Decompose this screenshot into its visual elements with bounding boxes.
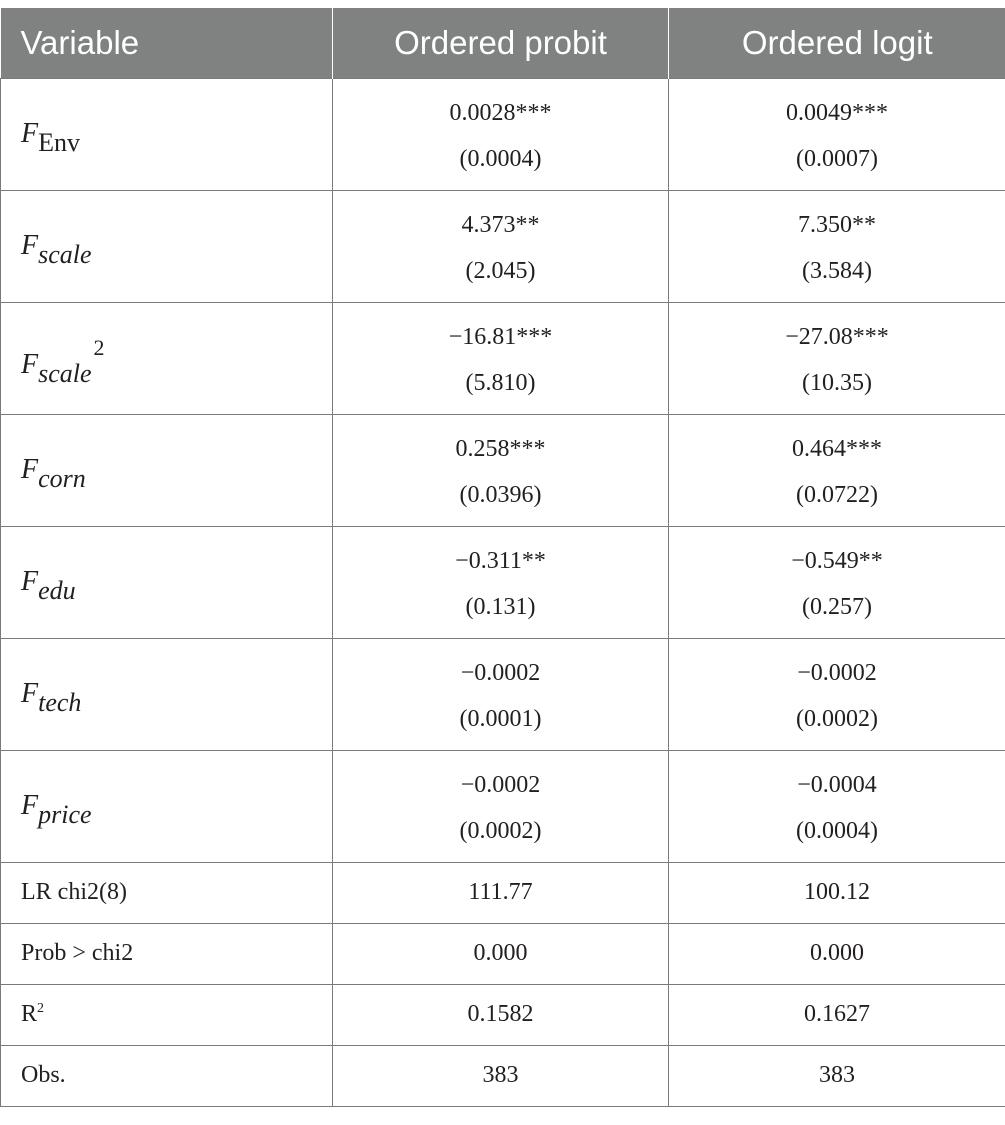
logit-coefficient: 7.350** [798, 212, 876, 238]
variable-subscript: corn [38, 464, 86, 493]
statistic-row [1, 923, 1005, 984]
logit-cell [669, 414, 1005, 526]
variable-base: F [21, 118, 39, 149]
header-variable: Variable [1, 8, 333, 78]
statistic-label: Prob > chi2 [21, 940, 134, 966]
logit-statistic: 383 [669, 1045, 1005, 1106]
statistic-label-cell [1, 1045, 333, 1106]
statistic-row [1, 862, 1005, 923]
logit-coefficient: 0.464*** [792, 436, 882, 462]
probit-cell [333, 78, 669, 190]
logit-std-error: (0.257) [802, 594, 872, 620]
variable-superscript: 2 [93, 335, 105, 360]
variable-name [21, 118, 80, 157]
variable-name [21, 678, 82, 717]
probit-statistic: 111.77 [333, 862, 669, 923]
variable-subscript: price [38, 800, 92, 829]
variable-base: F [21, 678, 39, 709]
logit-std-error: (0.0722) [796, 482, 878, 508]
logit-coefficient: −0.549** [791, 548, 883, 574]
logit-cell [669, 190, 1005, 302]
logit-std-error: (0.0007) [796, 146, 878, 172]
logit-statistic: 100.12 [669, 862, 1005, 923]
variable-base: F [21, 349, 39, 380]
probit-coefficient: 0.0028*** [449, 100, 552, 126]
statistic-label: R [21, 1001, 38, 1027]
header-ordered-probit: Ordered probit [333, 8, 669, 78]
variable-cell [1, 526, 333, 638]
coefficient-row [1, 526, 1005, 638]
probit-coefficient: 0.258*** [455, 436, 546, 462]
variable-base: F [21, 790, 39, 821]
probit-std-error: (2.045) [465, 258, 536, 284]
probit-cell [333, 302, 669, 414]
probit-coefficient: −0.311** [455, 548, 546, 574]
logit-cell [669, 526, 1005, 638]
probit-cell [333, 526, 669, 638]
regression-table [0, 8, 1005, 1107]
variable-base: F [21, 566, 39, 597]
probit-statistic: 383 [333, 1045, 669, 1106]
variable-name [21, 790, 92, 829]
coefficient-row [1, 638, 1005, 750]
variable-cell [1, 302, 333, 414]
probit-coefficient: −0.0002 [460, 772, 541, 798]
logit-std-error: (3.584) [802, 258, 872, 284]
variable-subscript: scale [38, 240, 92, 269]
probit-std-error: (0.0004) [459, 146, 542, 172]
probit-cell [333, 414, 669, 526]
probit-coefficient: −16.81*** [448, 324, 553, 350]
probit-cell [333, 638, 669, 750]
logit-std-error: (10.35) [802, 370, 872, 396]
probit-statistic: 0.1582 [333, 984, 669, 1045]
variable-name [21, 454, 86, 493]
variable-name [21, 335, 105, 388]
variable-cell [1, 190, 333, 302]
variable-subscript: edu [38, 576, 76, 605]
logit-coefficient: −27.08*** [785, 324, 889, 350]
statistic-label-cell [1, 862, 333, 923]
probit-coefficient: 4.373** [461, 212, 540, 238]
probit-std-error: (0.0002) [459, 818, 542, 844]
table-header [1, 8, 1005, 78]
statistic-superscript: 2 [37, 1001, 45, 1016]
logit-coefficient: −0.0004 [797, 772, 877, 798]
statistic-label: LR chi2(8) [21, 879, 127, 905]
statistic-row [1, 984, 1005, 1045]
logit-cell [669, 302, 1005, 414]
coefficient-row [1, 190, 1005, 302]
variable-subscript: tech [38, 688, 82, 717]
logit-cell [669, 750, 1005, 862]
probit-coefficient: −0.0002 [460, 660, 541, 686]
variable-base: F [21, 454, 39, 485]
logit-std-error: (0.0002) [796, 706, 878, 732]
variable-subscript: scale [38, 359, 92, 388]
logit-cell [669, 78, 1005, 190]
coefficient-row [1, 750, 1005, 862]
header-row [1, 8, 1005, 78]
variable-cell [1, 78, 333, 190]
logit-statistic: 0.1627 [669, 984, 1005, 1045]
variable-subscript: Env [38, 128, 80, 157]
variable-cell [1, 638, 333, 750]
coefficient-row [1, 414, 1005, 526]
variable-cell [1, 414, 333, 526]
probit-std-error: (0.0396) [459, 482, 542, 508]
statistic-row [1, 1045, 1005, 1106]
logit-statistic: 0.000 [669, 923, 1005, 984]
statistic-label: Obs. [21, 1062, 66, 1088]
coefficient-row [1, 302, 1005, 414]
logit-coefficient: −0.0002 [797, 660, 877, 686]
logit-coefficient: 0.0049*** [786, 100, 888, 126]
probit-cell [333, 750, 669, 862]
logit-std-error: (0.0004) [796, 818, 878, 844]
probit-std-error: (0.131) [465, 594, 536, 620]
variable-name [21, 230, 92, 269]
logit-cell [669, 638, 1005, 750]
probit-std-error: (0.0001) [459, 706, 542, 732]
table-body [1, 78, 1005, 1106]
probit-statistic: 0.000 [333, 923, 669, 984]
statistic-label-cell [1, 984, 333, 1045]
probit-std-error: (5.810) [465, 370, 536, 396]
header-ordered-logit: Ordered logit [669, 8, 1005, 78]
coefficient-row [1, 78, 1005, 190]
variable-base: F [21, 230, 39, 261]
statistic-label-cell [1, 923, 333, 984]
probit-cell [333, 190, 669, 302]
variable-name [21, 566, 76, 605]
variable-cell [1, 750, 333, 862]
